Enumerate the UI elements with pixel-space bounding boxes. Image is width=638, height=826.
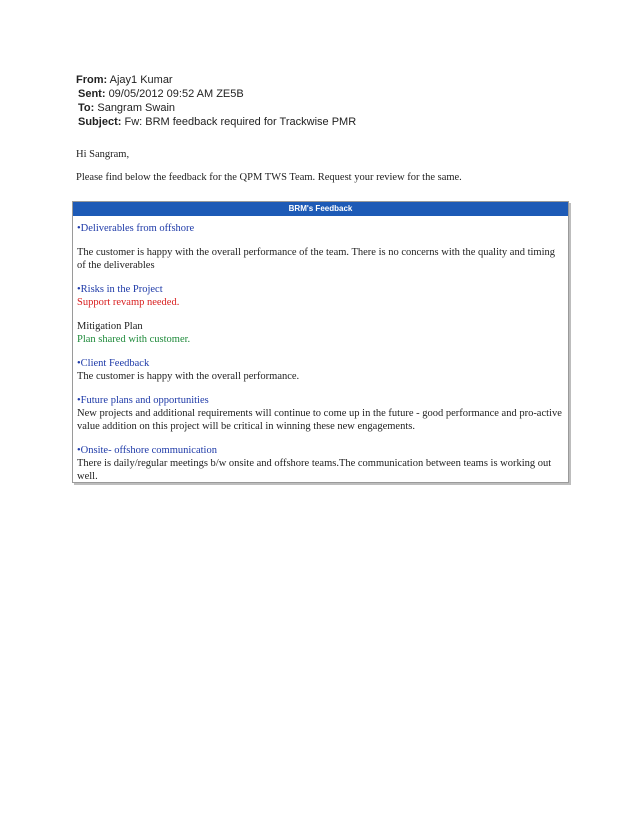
to-label: To: xyxy=(78,102,95,114)
section-heading: •Onsite- offshore communication xyxy=(77,445,217,456)
feedback-body xyxy=(73,216,568,483)
from-value: Ajay1 Kumar xyxy=(109,74,173,86)
section-text: Plan shared with customer. xyxy=(77,334,191,345)
section-communication xyxy=(77,444,564,483)
section-deliverables xyxy=(77,222,564,272)
sent-value: 09/05/2012 09:52 AM ZE5B xyxy=(108,88,244,100)
section-heading: •Deliverables from offshore xyxy=(77,223,195,234)
to-row xyxy=(76,101,356,115)
intro-text: Please find below the feedback for the QPM TWS Team. Request your review for the same. xyxy=(76,172,462,183)
section-text: The customer is happy with the overall performance. xyxy=(77,371,300,382)
section-text: The customer is happy with the overall performance of the team. There is no concerns with the quality and timing of the deliverables xyxy=(77,247,555,271)
sent-row xyxy=(76,87,356,101)
section-risks xyxy=(77,283,564,309)
section-text: There is daily/regular meetings b/w onsite and offshore teams.The communication between teams is working out well. xyxy=(77,458,552,482)
section-heading: •Future plans and opportunities xyxy=(77,395,209,406)
subject-label: Subject: xyxy=(78,116,122,128)
feedback-title: BRM's Feedback xyxy=(73,202,568,216)
email-header xyxy=(76,73,356,129)
section-heading: •Risks in the Project xyxy=(77,284,163,295)
section-mitigation xyxy=(77,320,564,346)
from-label: From: xyxy=(76,74,108,86)
section-text: Support revamp needed. xyxy=(77,297,180,308)
subject-row xyxy=(76,115,356,129)
section-future-plans xyxy=(77,394,564,433)
section-client-feedback xyxy=(77,357,564,383)
section-heading: Mitigation Plan xyxy=(77,321,143,332)
sent-label: Sent: xyxy=(78,88,106,100)
to-value: Sangram Swain xyxy=(97,102,176,114)
greeting: Hi Sangram, xyxy=(76,149,130,160)
section-text: New projects and additional requirements will continue to come up in the future - good performance and pro-active value addition on this project will be critical in winning these new engagements. xyxy=(77,408,562,432)
subject-value: Fw: BRM feedback required for Trackwise PMR xyxy=(124,116,357,128)
from-row xyxy=(76,73,356,87)
section-heading: •Client Feedback xyxy=(77,358,150,369)
feedback-box xyxy=(72,201,569,483)
